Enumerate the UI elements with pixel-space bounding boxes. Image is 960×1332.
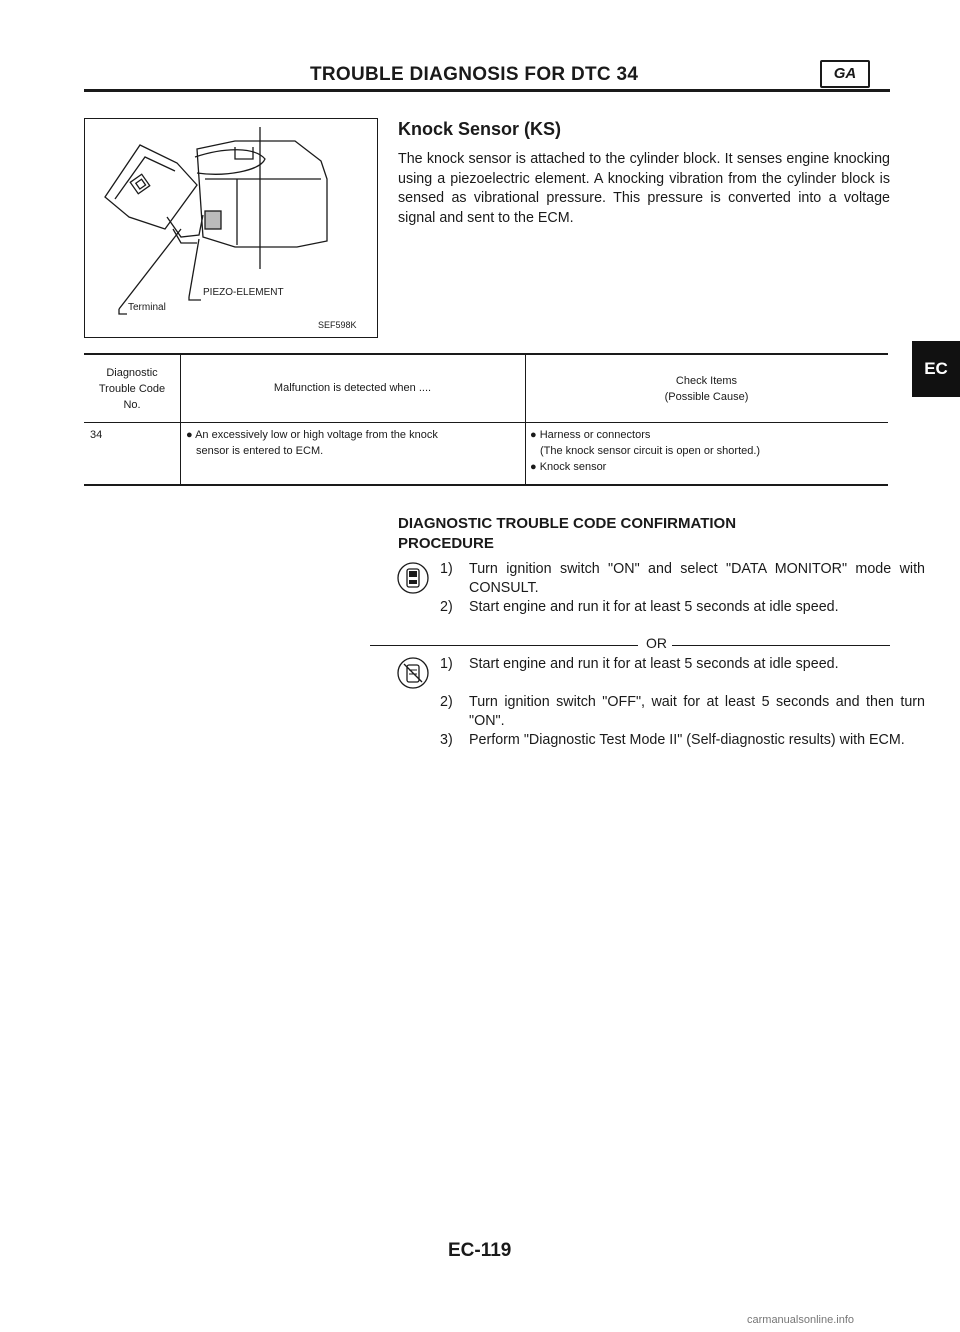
step-text: Start engine and run it for at least 5 seconds at idle speed. bbox=[469, 599, 839, 615]
row-dtc-code: 34 bbox=[90, 429, 103, 441]
or-divider bbox=[370, 635, 890, 655]
dtc-table bbox=[84, 353, 888, 486]
step-text: Perform "Diagnostic Test Mode II" (Self-diagnostic results) with ECM. bbox=[469, 732, 905, 748]
or-line-left bbox=[370, 645, 638, 646]
no-tools-icon bbox=[396, 656, 430, 690]
watermark-site: carmanualsonline.info bbox=[747, 1314, 855, 1326]
or-line-right bbox=[672, 645, 890, 646]
bullet-icon: ● bbox=[530, 429, 540, 441]
ecm-step bbox=[440, 693, 930, 731]
step-number: 3) bbox=[440, 732, 453, 748]
step-number: 2) bbox=[440, 599, 453, 615]
step-number: 1) bbox=[440, 656, 453, 672]
table-header-rule bbox=[84, 422, 888, 423]
section-body: The knock sensor is attached to the cylinder block. It senses engine knocking using a piezoelectric element. A knocking vibration from the cylinder block is sensed as vibrational pressure. This pressure is converted into a voltage signal and sent to the ECM. bbox=[398, 151, 890, 226]
ec-section-tab[interactable] bbox=[912, 341, 960, 397]
confirmation-title bbox=[398, 514, 736, 554]
header-check-line: (Possible Cause) bbox=[664, 391, 749, 403]
ecm-step bbox=[440, 731, 930, 769]
table-top-rule bbox=[84, 353, 888, 355]
header-check-items bbox=[525, 373, 888, 405]
step-text: Turn ignition switch "OFF", wait for at least 5 seconds and then turn "ON". bbox=[469, 694, 925, 729]
header-dtc-line: No. bbox=[123, 399, 141, 411]
or-label: OR bbox=[646, 635, 667, 651]
page-number: EC-119 bbox=[448, 1240, 512, 1261]
check-item-note: (The knock sensor circuit is open or shorted.) bbox=[540, 445, 761, 457]
terminal-label: Terminal bbox=[128, 302, 166, 313]
confirmation-title-line: PROCEDURE bbox=[398, 535, 494, 552]
header-check-line: Check Items bbox=[675, 375, 738, 387]
check-item: ● Knock sensor bbox=[530, 461, 607, 473]
row-malfunction-line: ● An excessively low or high voltage from the knock bbox=[186, 429, 438, 441]
step-text: Start engine and run it for at least 5 seconds at idle speed. bbox=[469, 656, 839, 672]
header-dtc bbox=[84, 365, 180, 413]
table-bottom-rule bbox=[84, 484, 888, 486]
bullet-icon: ● bbox=[530, 461, 540, 473]
consult-step bbox=[440, 560, 930, 598]
bullet-icon: ● bbox=[186, 429, 196, 441]
check-item: ● Harness or connectors bbox=[530, 429, 651, 441]
step-number: 2) bbox=[440, 694, 453, 710]
row-malfunction bbox=[186, 427, 522, 459]
header-dtc-line: Trouble Code bbox=[98, 383, 166, 395]
header-rule bbox=[84, 89, 890, 92]
confirmation-title-line: DIAGNOSTIC TROUBLE CODE CONFIRMATION bbox=[398, 515, 737, 532]
page-header-title: TROUBLE DIAGNOSIS FOR DTC 34 bbox=[310, 64, 639, 85]
step-number: 1) bbox=[440, 561, 453, 577]
row-malfunction-line: sensor is entered to ECM. bbox=[196, 445, 324, 457]
header-malfunction: Malfunction is detected when .... bbox=[273, 382, 432, 394]
section-title: Knock Sensor (KS) bbox=[398, 119, 562, 139]
row-check-items bbox=[530, 427, 886, 475]
engine-badge: GA bbox=[820, 60, 870, 88]
ec-tab-label: EC bbox=[924, 359, 948, 378]
consult-tester-icon bbox=[396, 561, 430, 595]
piezo-element-label: PIEZO-ELEMENT bbox=[203, 287, 284, 298]
step-text: Turn ignition switch "ON" and select "DATA MONITOR" mode with CONSULT. bbox=[469, 561, 925, 596]
table-col-divider bbox=[180, 353, 181, 484]
ecm-step bbox=[440, 655, 930, 693]
consult-step bbox=[440, 598, 930, 636]
header-dtc-line: Diagnostic bbox=[106, 367, 158, 379]
figure-code: SEF598K bbox=[318, 320, 357, 330]
